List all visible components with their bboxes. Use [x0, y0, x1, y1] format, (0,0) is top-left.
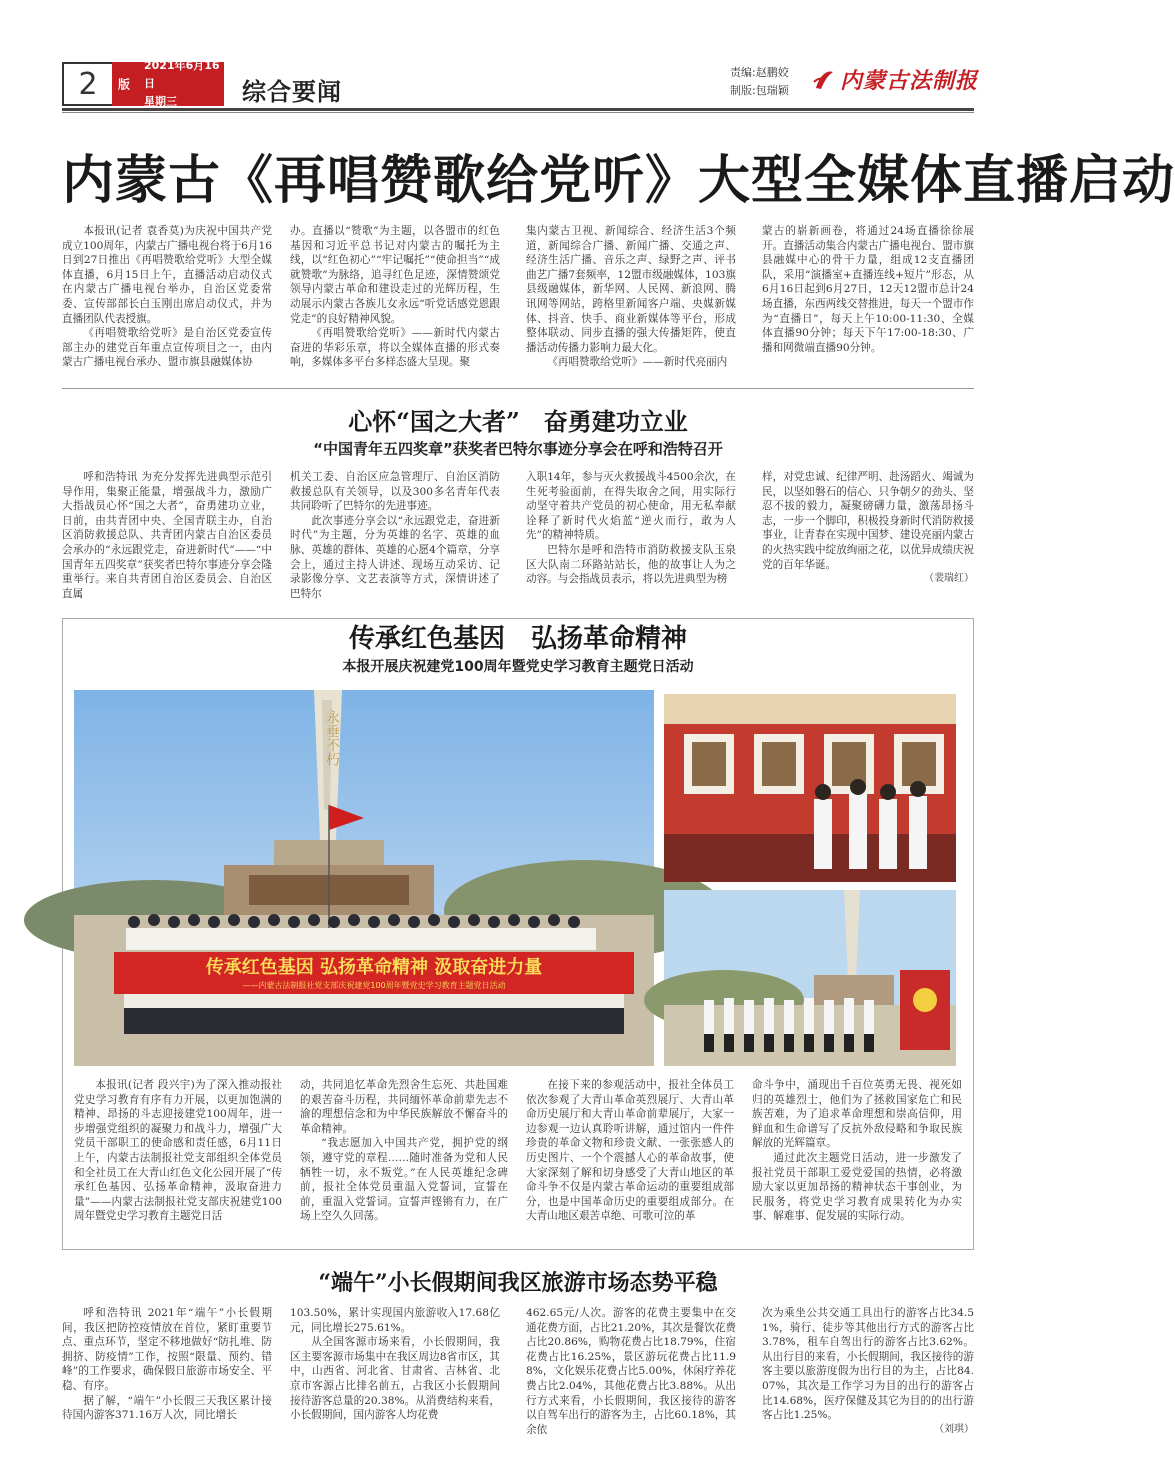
header-rule-thin [62, 112, 974, 113]
article3-paragraph: 本报讯(记者 段兴宇)为了深入推动报社党史学习教育有序有力开展，以更加饱满的精神、昂扬的斗志迎接建党100周年，进一步增强党组织的凝聚力和战斗力，增强广大党员干部职工的使命感和责任感，6月11日上午，内蒙古法制报社党支部组织全体党员和全社员工在大青山红色文化公园开展了“传承红色基因、弘扬革命精神，汲取奋进力量”——内蒙古法制报社党支部庆祝建党100周年暨党史学习教育主题党日活 [74, 1079, 282, 1223]
article3-paragraph: 命斗争中，涌现出千百位英勇无畏、视死如归的英雄烈士，他们为了拯救国家危亡和民族苦难，为了追求革命理想和崇高信仰，用鲜血和生命谱写了反抗外敌侵略和争取民族解放的光辉篇章。 [752, 1079, 962, 1150]
article4-paragraph: 次为乘坐公共交通工具出行的游客占比34.51%，骑行、徒步等其他出行方式的游客占比3.78%，租车自驾出行的游客占比3.62%。从出行目的来看，小长假期间，我区接待的游客主要以旅游度假为出行目的为主，占比84.07%，其次是工作学习为目的出行的游客占比14.68%，医疗保健及其它为目的的出行游客占比1.25%。 [762, 1307, 974, 1422]
article4-column-3 [526, 1306, 736, 1437]
divider [62, 388, 974, 389]
article1-column-2 [290, 224, 500, 370]
logo-emblem-icon [812, 68, 836, 92]
article1-paragraph: 《再唱赞歌给党听》——新时代亮丽内 [547, 356, 728, 369]
monument-visit-photo [664, 890, 956, 1066]
article2-column-2 [290, 470, 500, 601]
monument-visit-image [664, 890, 956, 1066]
article4-paragraph: 103.50%，累计实现国内旅游收入17.68亿元，同比增长275.61%。 [290, 1307, 500, 1334]
header-rule [62, 108, 974, 111]
article4-paragraph: 据了解，“端午”小长假三天我区累计接待国内游客371.16万人次，同比增长 [62, 1394, 272, 1422]
exhibition-hall-photo [664, 694, 956, 882]
issue-weekday: 星期三 [144, 95, 177, 108]
article1-paragraph: 《再唱赞歌给党听》——新时代内蒙古奋进的华彩乐章，将以全媒体直播的形式奏响，多媒体多平台多样态盛大呈现。聚 [290, 327, 500, 369]
article3-column-4 [752, 1078, 962, 1224]
article1-column-4 [762, 224, 974, 355]
article3-paragraph: 在接下来的参观活动中，报社全体员工依次参观了大青山革命英烈展厅、大青山革命历史展厅和大青山革命前辈展厅，大家一边参观一边认真聆听讲解，通过馆内一件件珍贵的革命文物和珍贵文献、一张张感人的历史图片、一个个震撼人心的革命故事，使大家深刻了解和切身感受了大青山地区的革命斗争不仅是内蒙古革命运动的重要组成部分，也是中国革命历史的重要组成部分。在大青山地区艰苦卓绝、可歌可泣的革 [526, 1079, 734, 1223]
article1-paragraph: 本报讯(记者 袁香莫)为庆祝中国共产党成立100周年，内蒙古广播电视台将于6月16日到27日推出《再唱赞歌给党听》大型全媒体直播，6月15日上午，直播活动启动仪式在内蒙古广播电视台举办，自治区党委常委、宣传部部长白玉刚出席启动仪式，并为直播团队代表授旗。 [62, 225, 272, 325]
article1-paragraph: 集内蒙古卫视、新闻综合、经济生活3个频道，新闻综合广播、新闻广播、交通之声、经济生活广播、音乐之声、绿野之声、评书曲艺广播7套频率，12盟市级融媒体，103旗县级融媒体，新华网、人民网、新浪网、腾讯网等网站，跨格里新闻客户端、央媒新媒体、抖音、快手、商业新媒体等平台，形成整体联动、同步直播的强大传播矩阵，使直播活动传播力影响力最大化。 [526, 225, 736, 354]
article4-column-2 [290, 1306, 500, 1423]
page-number: 2 [62, 62, 114, 106]
article4-paragraph: 呼和浩特讯 2021年“端午”小长假期间，我区把防控疫情放在首位，紧盯重要节点、重点环节，坚定不移地做好“防扎堆、防拥挤、防疫情”工作，按照“限量、预约、错峰”的工作要求，确保假日旅游市场安全、平稳、有序。 [62, 1307, 272, 1392]
monument-inscription: 永垂不朽 [324, 710, 340, 766]
article1-paragraph: 《再唱赞歌给党听》是自治区党委宣传部主办的建党百年重点宣传项目之一，由内蒙古广播电视台承办、盟市旗县融媒体协 [62, 327, 272, 369]
article3-headline: 传承红色基因 弘扬革命精神 [348, 624, 687, 654]
article2-subheadline: “中国青年五四奖章”获奖者巴特尔事迹分享会在呼和浩特召开 [313, 440, 723, 458]
article2-paragraph: 机关工委、自治区应急管理厅、自治区消防救援总队有关领导，以及300多名青年代表共同聆听了巴特尔的先进事迹。 [290, 471, 500, 513]
article1-column-1 [62, 224, 272, 370]
newspaper-logo [812, 64, 978, 95]
section-title: 综合要闻 [242, 78, 342, 106]
article2-byline: （裴瑞红） [924, 573, 974, 585]
article4-headline: “端午”小长假期间我区旅游市场态势平稳 [318, 1270, 718, 1296]
article4-byline: （刘琪） [934, 1423, 974, 1435]
article3-paragraph: 通过此次主题党日活动，进一步激发了报社党员干部职工爱党爱国的热情，必将激励大家以更加昂扬的精神状态干事创业，为民服务，将党史学习教育成果转化为办实事、解难事、促发展的实际行动。 [752, 1151, 962, 1223]
article2-paragraph: 入职14年，参与灭火救援战斗4500余次，在生死考验面前，在得失取舍之间，用实际行动坚守着共产党员的初心使命，用无私奉献诠释了新时代火焰蓝“逆火而行，敢为人先”的精神特质。 [526, 471, 736, 542]
article2-headline: 心怀“国之大者” 奋勇建功立业 [348, 407, 688, 436]
article3-subheadline: 本报开展庆祝建党100周年暨党史学习教育主题党日活动 [342, 659, 694, 675]
article2-paragraph: 此次事迹分享会以“永远跟党走，奋进新时代”为主题，分为英雄的名字、英雄的血脉、英雄的群体、英雄的心愿4个篇章，分享会上，通过主持人讲述、现场互动采访、记录影像分享、文艺表演等方式，深情讲述了巴特尔 [290, 514, 500, 600]
article1-paragraph: 办。直播以“赞歌”为主题，以各盟市的红色基因和习近平总书记对内蒙古的嘱托为主线，以“红色初心”“牢记嘱托”“使命担当”“成就赞歌”为脉络，追寻红色足迹，深情赞颂党领导内蒙古革命和建设走过的光辉历程，生动展示内蒙古各族儿女永远“听党话感党恩跟党走”的良好精神风貌。 [290, 225, 500, 325]
article1-paragraph: 蒙古的崭新画卷，将通过24场直播徐徐展开。直播活动集合内蒙古广播电视台、盟市旗县融媒中心的骨干力量，组成12支直播团队，采用“演播室+直播连线+短片”形态，从6月16日起到6月27日，12天12盟市总计24场直播，东西两线交替推进，每天一个盟市作为“直播日”，每天上午10:00-11:30、全媒体直播90分钟；每天下午17:00-18:30、广播和网微端直播90分钟。 [762, 225, 974, 354]
issue-date: 2021年6月16日 [144, 59, 220, 90]
banner-main-text: 传承红色基因 弘扬革命精神 汲取奋进力量 [205, 957, 543, 978]
group-photo-image [74, 690, 654, 1066]
article4-paragraph: 462.65元/人次。游客的花费主要集中在交通花费方面，占比21.20%，其次是餐饮花费占比20.86%，购物花费占比18.79%，住宿花费占比16.25%，景区游玩花费占比11.98%，文化娱乐花费占比5.00%，休闲疗养花费占比2.04%，其他花费占比3.88%。从出行方式来看，小长假期间，我区接待的游客以自驾车出行的游客为主，占比60.18%，其余依 [526, 1307, 736, 1436]
date-block [136, 59, 224, 108]
article2-column-1 [62, 470, 272, 601]
editor-credits [730, 64, 789, 100]
exhibition-hall-image [664, 694, 956, 882]
article1-headline: 内蒙古《再唱赞歌给党听》大型全媒体直播启动 [62, 150, 1175, 211]
logo-text: 内蒙古法制报 [840, 68, 979, 94]
article2-column-4 [762, 470, 974, 587]
article3-column-1 [74, 1078, 282, 1224]
article4-paragraph: 从全国客源市场来看，小长假期间，我区主要客源市场集中在我区周边8省市区，其中，山西省、河北省、甘肃省、吉林省、北京市客源占比排名前五，占我区小长假期间接待游客总量的20.38%。从消费结构来看，小长假期间，国内游客人均花费 [290, 1336, 500, 1422]
banner-sub-text: ——内蒙古法制报社党支部庆祝建党100周年暨党史学习教育主题党日活动 [242, 980, 506, 990]
article2-paragraph: 巴特尔是呼和浩特市消防救援支队玉泉区大队南二环路站站长，他的故事让人为之动容。与会指战员表示，将以先进典型为榜 [526, 543, 736, 586]
article4-column-1 [62, 1306, 272, 1423]
article3-column-2 [300, 1078, 508, 1224]
producer-line: 制版:包瑞颖 [730, 84, 789, 97]
article3-paragraph: “我志愿加入中国共产党，拥护党的纲领，遵守党的章程……随时准备为党和人民牺牲一切，永不叛党。”在人民英雄纪念碑前，报社全体党员重温入党誓词，宣誓在前，重温入党誓词。宣誓声铿锵有力，在广场上空久久回荡。 [300, 1137, 508, 1223]
article1-column-3 [526, 224, 736, 370]
group-photo [74, 690, 654, 1066]
article4-column-4 [762, 1306, 974, 1437]
article2-column-3 [526, 470, 736, 587]
edition-label: 版 [112, 62, 136, 106]
article2-paragraph: 样，对党忠诚、纪律严明、赴汤蹈火、竭诚为民，以坚如磐石的信心、只争朝夕的劲头、坚忍不拔的毅力，凝聚磅礴力量，激荡昂扬斗志，一步一个脚印，积极投身新时代消防救援事业，让青春在实现中国梦、建设亮丽内蒙古的火热实践中绽放绚丽之花，以优异成绩庆祝党的百年华诞。 [762, 471, 974, 571]
editor-line: 责编:赵鹏姣 [730, 66, 789, 79]
article3-column-3 [526, 1078, 734, 1224]
article2-paragraph: 呼和浩特讯 为充分发挥先进典型示范引导作用，集聚正能量，增强战斗力，激励广大指战员心怀“国之大者”，奋勇建功立业，日前，由共青团中央、全国青联主办，自治区消防救援总队、共青团内蒙古自治区委员会承办的“永远跟党走，奋进新时代”——“中国青年五四奖章”获奖者巴特尔事迹分享会隆重举行。来自共青团自治区委员会、自治区直属 [62, 471, 272, 600]
article3-paragraph: 动，共同追忆革命先烈舍生忘死、共赴国难的艰苦奋斗历程，共同缅怀革命前辈先志不渝的理想信念和为中华民族解放不懈奋斗的革命精神。 [300, 1079, 508, 1135]
